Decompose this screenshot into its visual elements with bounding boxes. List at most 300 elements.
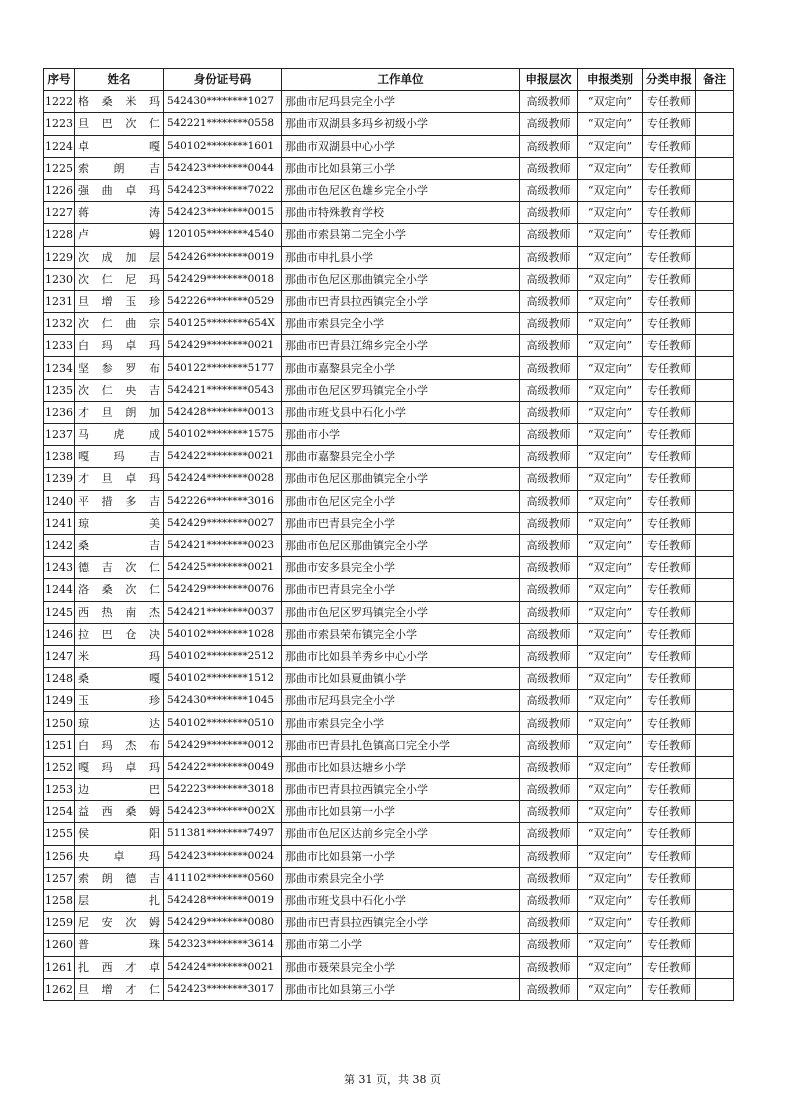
- cell-remark: [696, 579, 734, 601]
- cell-id: 542430********1027: [164, 91, 282, 113]
- cell-unit: 那曲市色尼区达前乡完全小学: [282, 823, 520, 845]
- table-row: [44, 512, 734, 534]
- cell-name: 坚参罗布: [75, 357, 164, 379]
- cell-id: 540102********2512: [164, 645, 282, 667]
- cell-type: “双定向”: [578, 468, 643, 490]
- cell-class: 专任教师: [643, 313, 696, 335]
- cell-no: 1222: [44, 91, 75, 113]
- cell-unit: 那曲市索县第二完全小学: [282, 224, 520, 246]
- cell-id: 542423********7022: [164, 179, 282, 201]
- cell-type: “双定向”: [578, 268, 643, 290]
- cell-type: “双定向”: [578, 668, 643, 690]
- cell-no: 1228: [44, 224, 75, 246]
- cell-name: 德吉次仁: [75, 557, 164, 579]
- table-row: [44, 91, 734, 113]
- cell-id: 542422********0021: [164, 446, 282, 468]
- table-row: [44, 424, 734, 446]
- cell-level: 高级教师: [520, 179, 578, 201]
- cell-class: 专任教师: [643, 623, 696, 645]
- cell-unit: 那曲市尼玛县完全小学: [282, 690, 520, 712]
- cell-unit: 那曲市比如县第三小学: [282, 978, 520, 1000]
- cell-remark: [696, 756, 734, 778]
- cell-id: 542429********0080: [164, 912, 282, 934]
- cell-id: 540102********1512: [164, 668, 282, 690]
- cell-level: 高级教师: [520, 712, 578, 734]
- cell-level: 高级教师: [520, 956, 578, 978]
- cell-unit: 那曲市聂荣县完全小学: [282, 956, 520, 978]
- cell-no: 1230: [44, 268, 75, 290]
- cell-name: 益西桑姆: [75, 801, 164, 823]
- cell-type: “双定向”: [578, 424, 643, 446]
- cell-id: 542226********3016: [164, 490, 282, 512]
- cell-name: 层扎: [75, 889, 164, 911]
- table-header-row: [44, 69, 734, 91]
- cell-type: “双定向”: [578, 690, 643, 712]
- cell-level: 高级教师: [520, 623, 578, 645]
- cell-unit: 那曲市巴青县扎色镇高口完全小学: [282, 734, 520, 756]
- cell-id: 540102********1575: [164, 424, 282, 446]
- cell-class: 专任教师: [643, 867, 696, 889]
- table-row: [44, 690, 734, 712]
- cell-class: 专任教师: [643, 379, 696, 401]
- cell-remark: [696, 490, 734, 512]
- cell-unit: 那曲市比如县羊秀乡中心小学: [282, 645, 520, 667]
- cell-level: 高级教师: [520, 490, 578, 512]
- cell-name: 旦增才仁: [75, 978, 164, 1000]
- cell-type: “双定向”: [578, 202, 643, 224]
- cell-level: 高级教师: [520, 889, 578, 911]
- cell-level: 高级教师: [520, 978, 578, 1000]
- table-row: [44, 645, 734, 667]
- cell-id: 542426********0019: [164, 246, 282, 268]
- cell-class: 专任教师: [643, 202, 696, 224]
- cell-level: 高级教师: [520, 779, 578, 801]
- cell-name: 米玛: [75, 645, 164, 667]
- cell-unit: 那曲市双湖县中心小学: [282, 135, 520, 157]
- cell-id: 542425********0021: [164, 557, 282, 579]
- cell-class: 专任教师: [643, 179, 696, 201]
- cell-no: 1246: [44, 623, 75, 645]
- cell-name: 才旦朗加: [75, 401, 164, 423]
- table-row: [44, 446, 734, 468]
- cell-level: 高级教师: [520, 335, 578, 357]
- cell-level: 高级教师: [520, 424, 578, 446]
- cell-class: 专任教师: [643, 645, 696, 667]
- cell-id: 542221********0558: [164, 113, 282, 135]
- cell-unit: 那曲市嘉黎县完全小学: [282, 446, 520, 468]
- cell-remark: [696, 135, 734, 157]
- cell-type: “双定向”: [578, 446, 643, 468]
- table-row: [44, 579, 734, 601]
- cell-name: 蒋涛: [75, 202, 164, 224]
- cell-id: 540102********1601: [164, 135, 282, 157]
- cell-level: 高级教师: [520, 91, 578, 113]
- cell-level: 高级教师: [520, 934, 578, 956]
- cell-name: 卢姆: [75, 224, 164, 246]
- cell-class: 专任教师: [643, 756, 696, 778]
- table-row: [44, 734, 734, 756]
- cell-unit: 那曲市索县完全小学: [282, 867, 520, 889]
- cell-class: 专任教师: [643, 357, 696, 379]
- cell-no: 1258: [44, 889, 75, 911]
- cell-class: 专任教师: [643, 490, 696, 512]
- table-row: [44, 912, 734, 934]
- table-row: [44, 756, 734, 778]
- cell-name: 琼达: [75, 712, 164, 734]
- cell-remark: [696, 845, 734, 867]
- cell-remark: [696, 424, 734, 446]
- cell-no: 1241: [44, 512, 75, 534]
- cell-id: 542429********0012: [164, 734, 282, 756]
- cell-remark: [696, 801, 734, 823]
- cell-class: 专任教师: [643, 845, 696, 867]
- cell-no: 1239: [44, 468, 75, 490]
- table-row: [44, 113, 734, 135]
- cell-id: 540102********0510: [164, 712, 282, 734]
- table-row: [44, 179, 734, 201]
- cell-remark: [696, 534, 734, 556]
- cell-type: “双定向”: [578, 557, 643, 579]
- cell-unit: 那曲市色尼区完全小学: [282, 490, 520, 512]
- cell-class: 专任教师: [643, 446, 696, 468]
- table-row: [44, 889, 734, 911]
- cell-unit: 那曲市比如县第一小学: [282, 801, 520, 823]
- cell-name: 才旦卓玛: [75, 468, 164, 490]
- cell-name: 白玛卓玛: [75, 335, 164, 357]
- cell-level: 高级教师: [520, 379, 578, 401]
- cell-id: 540122********5177: [164, 357, 282, 379]
- cell-id: 542323********3614: [164, 934, 282, 956]
- cell-no: 1261: [44, 956, 75, 978]
- cell-no: 1262: [44, 978, 75, 1000]
- table-row: [44, 357, 734, 379]
- cell-id: 120105********4540: [164, 224, 282, 246]
- cell-no: 1247: [44, 645, 75, 667]
- cell-name: 尼安次姆: [75, 912, 164, 934]
- table-row: [44, 867, 734, 889]
- cell-class: 专任教师: [643, 668, 696, 690]
- cell-name: 索朗吉: [75, 157, 164, 179]
- cell-class: 专任教师: [643, 690, 696, 712]
- table-row: [44, 468, 734, 490]
- cell-id: 542421********0543: [164, 379, 282, 401]
- header-class: 分类申报: [643, 69, 696, 91]
- cell-remark: [696, 335, 734, 357]
- cell-class: 专任教师: [643, 912, 696, 934]
- table-row: [44, 823, 734, 845]
- cell-no: 1237: [44, 424, 75, 446]
- cell-level: 高级教师: [520, 202, 578, 224]
- cell-class: 专任教师: [643, 889, 696, 911]
- table-row: [44, 246, 734, 268]
- cell-id: 542424********0021: [164, 956, 282, 978]
- header-remark: 备注: [696, 69, 734, 91]
- cell-name: 边巴: [75, 779, 164, 801]
- cell-level: 高级教师: [520, 224, 578, 246]
- cell-type: “双定向”: [578, 335, 643, 357]
- cell-unit: 那曲市比如县第一小学: [282, 845, 520, 867]
- cell-no: 1233: [44, 335, 75, 357]
- cell-name: 拉巴仓决: [75, 623, 164, 645]
- cell-remark: [696, 956, 734, 978]
- cell-unit: 那曲市班戈县中石化小学: [282, 889, 520, 911]
- cell-name: 普珠: [75, 934, 164, 956]
- cell-id: 542424********0028: [164, 468, 282, 490]
- cell-name: 次仁曲宗: [75, 313, 164, 335]
- cell-id: 542423********0024: [164, 845, 282, 867]
- header-no: 序号: [44, 69, 75, 91]
- cell-id: 542429********0027: [164, 512, 282, 534]
- cell-class: 专任教师: [643, 157, 696, 179]
- cell-level: 高级教师: [520, 557, 578, 579]
- cell-level: 高级教师: [520, 734, 578, 756]
- cell-level: 高级教师: [520, 290, 578, 312]
- cell-no: 1235: [44, 379, 75, 401]
- cell-no: 1242: [44, 534, 75, 556]
- cell-name: 平措多吉: [75, 490, 164, 512]
- cell-level: 高级教师: [520, 601, 578, 623]
- cell-no: 1256: [44, 845, 75, 867]
- cell-type: “双定向”: [578, 512, 643, 534]
- cell-id: 542423********0044: [164, 157, 282, 179]
- cell-unit: 那曲市色尼区那曲镇完全小学: [282, 534, 520, 556]
- cell-unit: 那曲市特殊教育学校: [282, 202, 520, 224]
- header-type: 申报类别: [578, 69, 643, 91]
- cell-no: 1226: [44, 179, 75, 201]
- cell-unit: 那曲市小学: [282, 424, 520, 446]
- cell-id: 542422********0049: [164, 756, 282, 778]
- cell-id: 542428********0013: [164, 401, 282, 423]
- cell-id: 540125********654X: [164, 313, 282, 335]
- page-footer: 第 31 页，共 38 页: [344, 1073, 441, 1086]
- cell-name: 桑吉: [75, 534, 164, 556]
- cell-type: “双定向”: [578, 956, 643, 978]
- table-row: [44, 490, 734, 512]
- cell-class: 专任教师: [643, 468, 696, 490]
- cell-unit: 那曲市申扎县小学: [282, 246, 520, 268]
- cell-unit: 那曲市巴青县拉西镇完全小学: [282, 290, 520, 312]
- cell-type: “双定向”: [578, 601, 643, 623]
- cell-level: 高级教师: [520, 135, 578, 157]
- cell-type: “双定向”: [578, 845, 643, 867]
- cell-class: 专任教师: [643, 335, 696, 357]
- cell-class: 专任教师: [643, 424, 696, 446]
- cell-level: 高级教师: [520, 246, 578, 268]
- cell-level: 高级教师: [520, 579, 578, 601]
- table-row: [44, 268, 734, 290]
- cell-class: 专任教师: [643, 135, 696, 157]
- cell-type: “双定向”: [578, 290, 643, 312]
- cell-class: 专任教师: [643, 823, 696, 845]
- cell-id: 540102********1028: [164, 623, 282, 645]
- cell-id: 542423********0015: [164, 202, 282, 224]
- cell-type: “双定向”: [578, 313, 643, 335]
- cell-class: 专任教师: [643, 779, 696, 801]
- cell-unit: 那曲市巴青县江绵乡完全小学: [282, 335, 520, 357]
- table-row: [44, 313, 734, 335]
- cell-type: “双定向”: [578, 579, 643, 601]
- cell-name: 嘎玛卓玛: [75, 756, 164, 778]
- cell-type: “双定向”: [578, 113, 643, 135]
- cell-unit: 那曲市巴青县拉西镇完全小学: [282, 912, 520, 934]
- table-row: [44, 379, 734, 401]
- cell-class: 专任教师: [643, 601, 696, 623]
- cell-type: “双定向”: [578, 645, 643, 667]
- cell-name: 桑嘎: [75, 668, 164, 690]
- cell-class: 专任教师: [643, 401, 696, 423]
- cell-remark: [696, 113, 734, 135]
- cell-id: 542429********0076: [164, 579, 282, 601]
- cell-name: 格桑米玛: [75, 91, 164, 113]
- cell-remark: [696, 91, 734, 113]
- cell-unit: 那曲市色尼区那曲镇完全小学: [282, 268, 520, 290]
- cell-remark: [696, 202, 734, 224]
- cell-no: 1244: [44, 579, 75, 601]
- cell-level: 高级教师: [520, 534, 578, 556]
- cell-level: 高级教师: [520, 512, 578, 534]
- cell-remark: [696, 268, 734, 290]
- cell-type: “双定向”: [578, 224, 643, 246]
- cell-level: 高级教师: [520, 867, 578, 889]
- cell-unit: 那曲市色尼区色雄乡完全小学: [282, 179, 520, 201]
- cell-level: 高级教师: [520, 268, 578, 290]
- cell-unit: 那曲市嘉黎县完全小学: [282, 357, 520, 379]
- cell-remark: [696, 645, 734, 667]
- cell-no: 1236: [44, 401, 75, 423]
- cell-name: 白玛杰布: [75, 734, 164, 756]
- cell-class: 专任教师: [643, 978, 696, 1000]
- cell-unit: 那曲市尼玛县完全小学: [282, 91, 520, 113]
- cell-id: 542430********1045: [164, 690, 282, 712]
- cell-unit: 那曲市双湖县多玛乡初级小学: [282, 113, 520, 135]
- cell-no: 1240: [44, 490, 75, 512]
- cell-type: “双定向”: [578, 490, 643, 512]
- cell-remark: [696, 734, 734, 756]
- cell-name: 马虎成: [75, 424, 164, 446]
- header-name: 姓名: [75, 69, 164, 91]
- cell-name: 扎西才卓: [75, 956, 164, 978]
- table-row: [44, 202, 734, 224]
- cell-type: “双定向”: [578, 978, 643, 1000]
- cell-no: 1229: [44, 246, 75, 268]
- cell-id: 542421********0037: [164, 601, 282, 623]
- cell-type: “双定向”: [578, 734, 643, 756]
- cell-level: 高级教师: [520, 313, 578, 335]
- cell-level: 高级教师: [520, 801, 578, 823]
- cell-class: 专任教师: [643, 734, 696, 756]
- cell-level: 高级教师: [520, 912, 578, 934]
- cell-remark: [696, 224, 734, 246]
- cell-class: 专任教师: [643, 956, 696, 978]
- table-row: [44, 845, 734, 867]
- cell-no: 1249: [44, 690, 75, 712]
- cell-no: 1224: [44, 135, 75, 157]
- cell-class: 专任教师: [643, 224, 696, 246]
- cell-remark: [696, 978, 734, 1000]
- cell-id: 542226********0529: [164, 290, 282, 312]
- cell-type: “双定向”: [578, 934, 643, 956]
- cell-type: “双定向”: [578, 801, 643, 823]
- cell-type: “双定向”: [578, 623, 643, 645]
- cell-class: 专任教师: [643, 557, 696, 579]
- cell-type: “双定向”: [578, 712, 643, 734]
- cell-unit: 那曲市第二小学: [282, 934, 520, 956]
- cell-unit: 那曲市索县荣布镇完全小学: [282, 623, 520, 645]
- table-row: [44, 978, 734, 1000]
- cell-remark: [696, 601, 734, 623]
- table-row: [44, 335, 734, 357]
- cell-remark: [696, 512, 734, 534]
- table-row: [44, 956, 734, 978]
- cell-remark: [696, 401, 734, 423]
- cell-type: “双定向”: [578, 379, 643, 401]
- cell-remark: [696, 468, 734, 490]
- cell-id: 542423********3017: [164, 978, 282, 1000]
- cell-no: 1257: [44, 867, 75, 889]
- cell-remark: [696, 779, 734, 801]
- cell-level: 高级教师: [520, 690, 578, 712]
- cell-type: “双定向”: [578, 157, 643, 179]
- cell-no: 1254: [44, 801, 75, 823]
- cell-remark: [696, 889, 734, 911]
- cell-no: 1260: [44, 934, 75, 956]
- cell-type: “双定向”: [578, 401, 643, 423]
- cell-type: “双定向”: [578, 534, 643, 556]
- cell-remark: [696, 623, 734, 645]
- cell-no: 1255: [44, 823, 75, 845]
- cell-level: 高级教师: [520, 157, 578, 179]
- cell-type: “双定向”: [578, 357, 643, 379]
- cell-no: 1251: [44, 734, 75, 756]
- cell-name: 次仁央吉: [75, 379, 164, 401]
- cell-name: 洛桑次仁: [75, 579, 164, 601]
- table-row: [44, 557, 734, 579]
- cell-no: 1223: [44, 113, 75, 135]
- cell-remark: [696, 379, 734, 401]
- cell-remark: [696, 867, 734, 889]
- cell-level: 高级教师: [520, 645, 578, 667]
- cell-no: 1227: [44, 202, 75, 224]
- cell-no: 1252: [44, 756, 75, 778]
- cell-unit: 那曲市巴青县拉西镇完全小学: [282, 779, 520, 801]
- cell-class: 专任教师: [643, 113, 696, 135]
- header-id: 身份证号码: [164, 69, 282, 91]
- cell-unit: 那曲市巴青县完全小学: [282, 512, 520, 534]
- cell-class: 专任教师: [643, 712, 696, 734]
- table-row: [44, 801, 734, 823]
- cell-name: 次仁尼玛: [75, 268, 164, 290]
- cell-type: “双定向”: [578, 756, 643, 778]
- cell-class: 专任教师: [643, 579, 696, 601]
- cell-level: 高级教师: [520, 401, 578, 423]
- cell-id: 542428********0019: [164, 889, 282, 911]
- cell-unit: 那曲市巴青县完全小学: [282, 579, 520, 601]
- cell-name: 琼美: [75, 512, 164, 534]
- cell-type: “双定向”: [578, 246, 643, 268]
- cell-unit: 那曲市索县完全小学: [282, 712, 520, 734]
- cell-level: 高级教师: [520, 845, 578, 867]
- cell-type: “双定向”: [578, 823, 643, 845]
- table-row: [44, 934, 734, 956]
- table-row: [44, 601, 734, 623]
- roster-table: [43, 68, 734, 1001]
- cell-no: 1238: [44, 446, 75, 468]
- table-row: [44, 779, 734, 801]
- cell-level: 高级教师: [520, 756, 578, 778]
- cell-class: 专任教师: [643, 268, 696, 290]
- cell-unit: 那曲市色尼区罗玛镇完全小学: [282, 379, 520, 401]
- cell-name: 卓嘎: [75, 135, 164, 157]
